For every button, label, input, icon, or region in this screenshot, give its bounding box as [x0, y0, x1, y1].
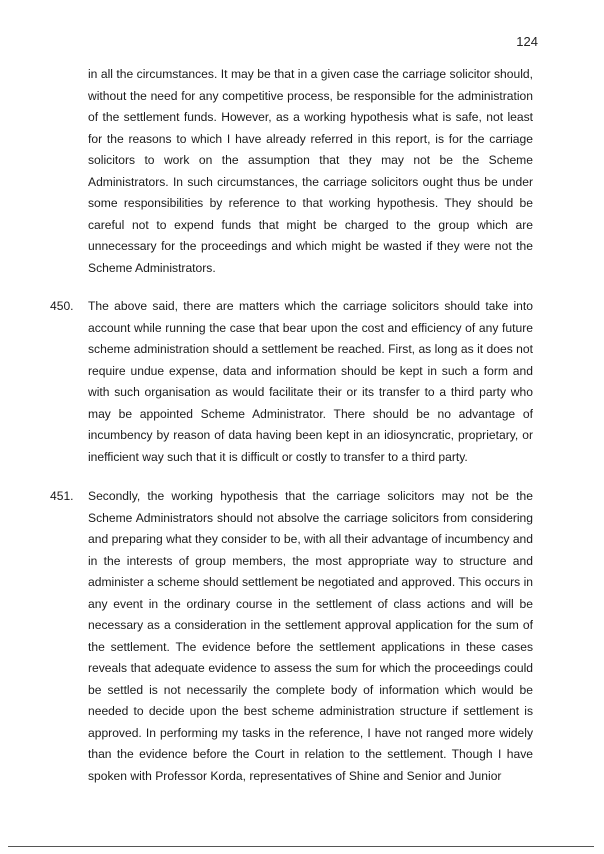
footer-rule — [8, 846, 594, 847]
paragraph-number: 450. — [50, 299, 74, 313]
paragraph-451 — [50, 486, 533, 787]
paragraph-text: The above said, there are matters which the carriage solicitors should take into account while running the case that bear upon the cost and efficiency of any future scheme administration should a settlement be reached. First, as long as it does not require undue expense, data and information should be kept in such a form and with such organisation as would facilitate their or its transfer to a third party who may be appointed Scheme Administrator. There should be no advantage of incumbency by reason of data having been kept in an idiosyncratic, proprietary, or inefficient way such that it is difficult or costly to transfer to a third party. — [88, 299, 533, 464]
paragraph-text: Secondly, the working hypothesis that the carriage solicitors may not be the Scheme Administrators should not absolve the carriage solicitors from considering and preparing what they consider to be, with all their advantage of incumbency and in the interests of group members, the most appropriate way to structure and administer a scheme should settlement be negotiated and approved. This occurs in any event in the ordinary course in the settlement of class actions and will be necessary as a consideration in the settlement approval application for the sum of the settlement. The evidence before the settlement applications in these cases reveals that adequate evidence to assess the sum for which the proceedings could be settled is not necessarily the complete body of information which would be needed to decide upon the best scheme administration structure if settlement is approved. In performing my tasks in the reference, I have not ranged more widely than the evidence before the Court in relation to the settlement. Though I have spoken with Professor Korda, representatives of Shine and Senior and Junior — [88, 489, 533, 783]
page-number: 124 — [516, 34, 538, 49]
paragraph-continued: in all the circumstances. It may be that in a given case the carriage solicitor should, without the need for any competitive process, be responsible for the administration of the settlement funds. However, as a working hypothesis what is safe, not least for the reasons to which I have already referred in this report, is for the carriage solicitors to work on the assumption that they may not be the Scheme Administrators. In such circumstances, the carriage solicitors ought thus be under some responsibilities by reference to that working hypothesis. They should be careful not to expend funds that might be charged to the group which are unnecessary for the proceedings and which might be wasted if they were not the Scheme Administrators. — [88, 67, 533, 275]
paragraph-number: 451. — [50, 489, 74, 503]
paragraph-450 — [50, 296, 533, 468]
